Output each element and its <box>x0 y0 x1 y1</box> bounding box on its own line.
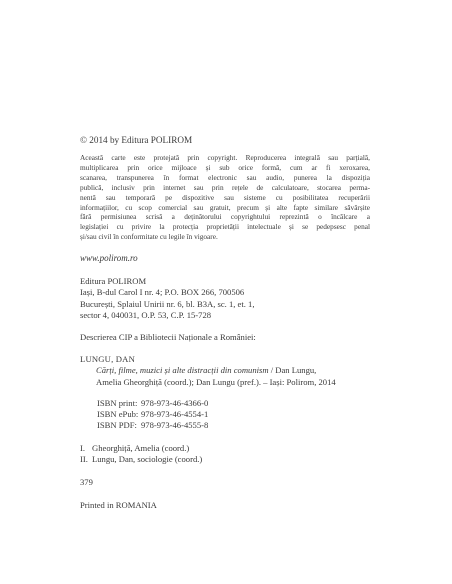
publisher-address <box>80 276 370 321</box>
isbn-value: 978-973-46-4554-1 <box>141 409 209 420</box>
legal-line: Această carte este protejată prin copyright. Reproducerea integrală sau parțială, <box>80 153 370 162</box>
book-title: Cărți, filme, muzici și alte distracții din comunism <box>96 365 269 376</box>
address-line: Editura POLIROM <box>80 276 147 287</box>
isbn-label: ISBN ePub: <box>97 409 139 420</box>
isbn-row <box>97 420 370 431</box>
isbn-value: 978-973-46-4366-0 <box>141 397 209 408</box>
copyright-page <box>80 134 370 511</box>
isbn-label: ISBN PDF: <box>97 420 137 431</box>
isbn-label: ISBN print: <box>97 397 138 408</box>
legal-line: fără permisiunea scrisă a deținătorului copyrightului reprezintă o încălcare a <box>80 212 370 222</box>
printed-in: Printed in ROMANIA <box>80 500 157 511</box>
isbn-list <box>97 398 370 432</box>
legal-line: nentă sau temporară pe dispozitive sau sisteme cu posibilitatea recuperării <box>80 192 370 202</box>
copyright-line: © 2014 by Editura POLIROM <box>80 135 193 145</box>
legal-line: publică, inclusiv prin internet sau prin rețele de calculatoare, stocarea perma- <box>80 182 370 192</box>
cip-author: LUNGU, DAN <box>80 354 135 365</box>
isbn-row <box>97 409 370 420</box>
legal-notice <box>80 153 370 242</box>
cip-description <box>96 365 370 388</box>
cip-entry <box>80 454 370 465</box>
cip-description-rest: / Dan Lungu, <box>268 365 317 376</box>
legal-line: informațiilor, cu scop comercial sau gratuit, precum și alte fapte similare săvârșite <box>80 202 370 212</box>
cip-entries <box>80 443 370 466</box>
cip-entry <box>80 443 370 454</box>
isbn-value: 978-973-46-4555-8 <box>141 420 209 431</box>
address-line: sector 4, 040031, O.P. 53, C.P. 15-728 <box>80 310 212 321</box>
entry-number: II. <box>80 453 88 464</box>
legal-line: și/sau civil în conformitate cu legile în vigoare. <box>80 232 218 242</box>
cip-title: Descrierea CIP a Bibliotecii Naționale a României: <box>80 332 256 343</box>
website-link[interactable]: www.polirom.ro <box>80 253 138 264</box>
legal-line: multiplicarea prin orice mijloace și sub orice formă, cum ar fi xeroxarea, <box>80 162 370 172</box>
address-line: Iași, B-dul Carol I nr. 4; P.O. BOX 266, 700506 <box>80 287 245 298</box>
legal-line: legislației cu privire la protecția proprietății intelectuale și se pedepsesc penal <box>80 222 370 232</box>
legal-line: scanarea, transpunerea în format electronic sau audio, punerea la dispoziția <box>80 172 370 182</box>
cip-description-line: Amelia Gheorghiță (coord.); Dan Lungu (pref.). – Iași: Polirom, 2014 <box>96 376 336 387</box>
isbn-row <box>97 398 370 409</box>
cip-description-line <box>96 365 370 376</box>
entry-text: Lungu, Dan, sociologie (coord.) <box>92 453 203 464</box>
entry-number: I. <box>80 442 86 453</box>
entry-text: Gheorghiță, Amelia (coord.) <box>92 442 190 453</box>
address-line: București, Splaiul Unirii nr. 6, bl. B3A, sc. 1, et. 1, <box>80 298 255 309</box>
classification-code: 379 <box>80 477 93 488</box>
